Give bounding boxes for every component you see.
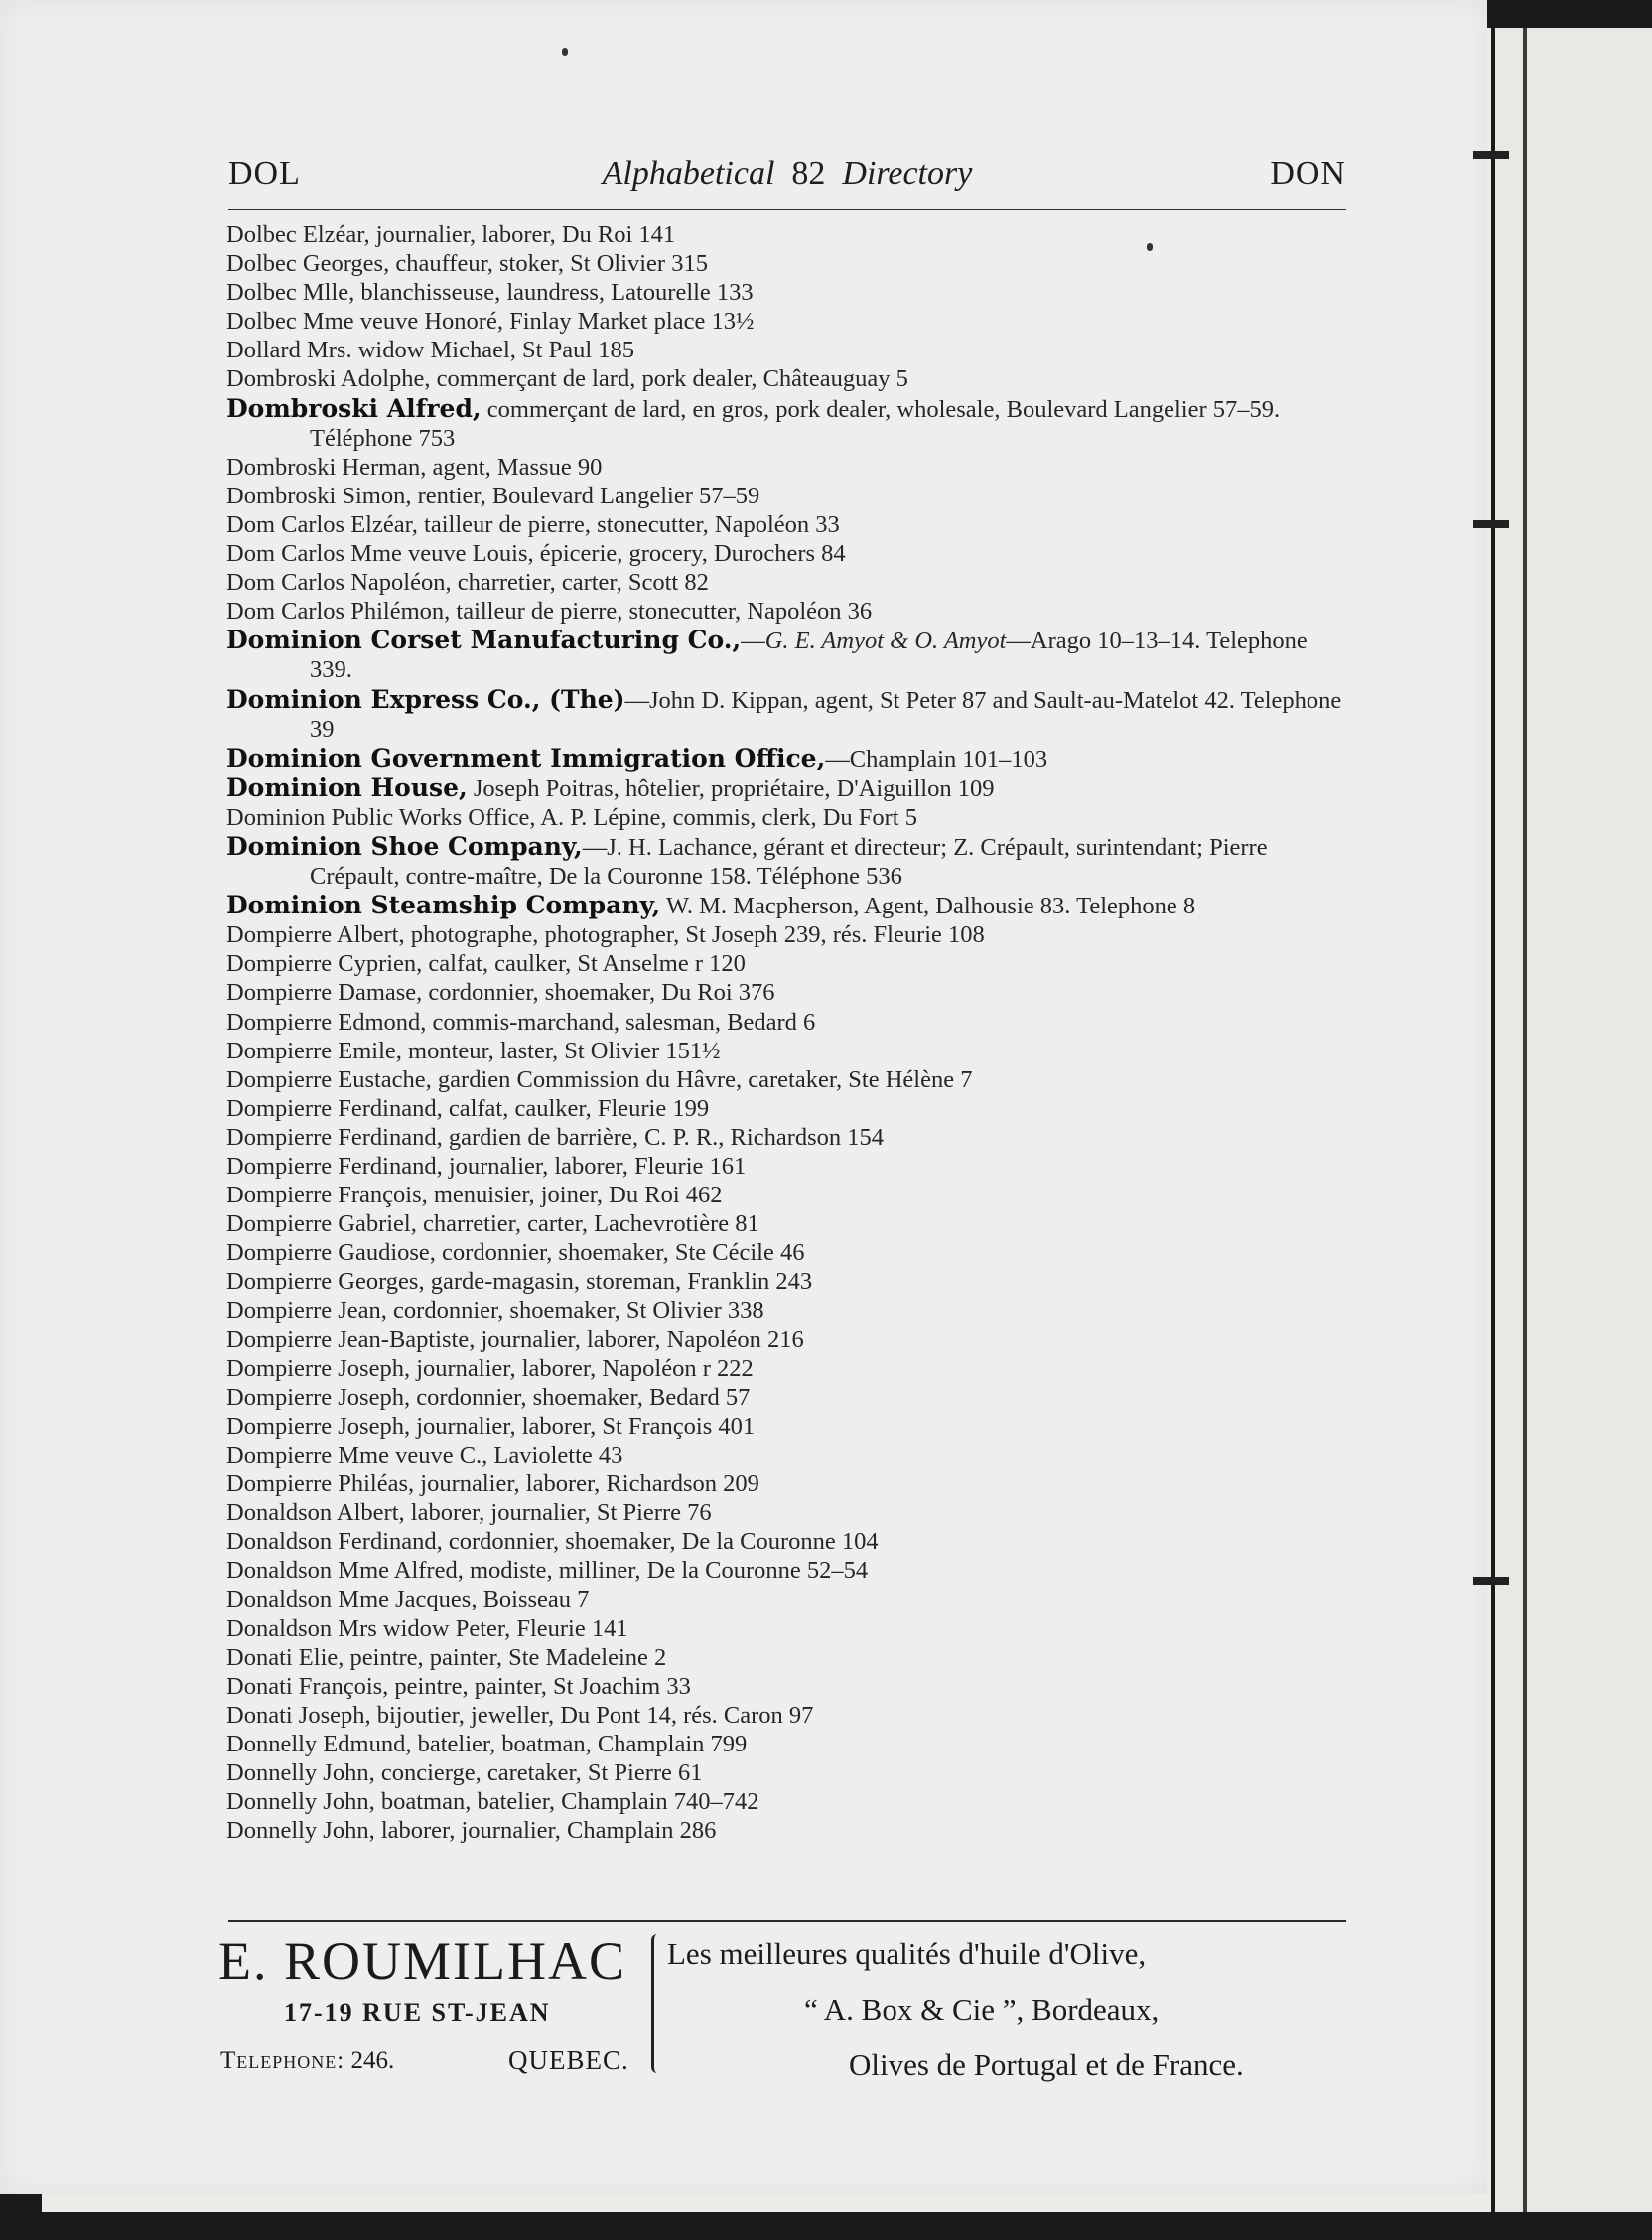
page-number: 82	[791, 155, 826, 192]
entry-text: Dombroski Herman, agent, Massue 90	[226, 453, 603, 481]
directory-entry	[226, 1037, 1348, 1065]
entry-text: Dompierre François, menuisier, joiner, Du Roi 462	[226, 1182, 723, 1209]
entry-text: Dom Carlos Philémon, tailleur de pierre, stonecutter, Napoléon 36	[226, 598, 873, 626]
entry-text: Dompierre Edmond, commis-marchand, salesman, Bedard 6	[226, 1008, 816, 1036]
entry-text: Dompierre Damase, cordonnier, shoemaker, Du Roi 376	[226, 979, 775, 1007]
entry-text: Dom Carlos Elzéar, tailleur de pierre, stonecutter, Napoléon 33	[226, 510, 840, 538]
entry-text: Dompierre Joseph, cordonnier, shoemaker, Bedard 57	[226, 1383, 751, 1411]
directory-entry	[226, 1123, 1348, 1152]
directory-entry	[226, 1643, 1348, 1672]
ad-telephone-label: Telephone:	[220, 2047, 345, 2074]
entry-text: Donati François, peintre, painter, St Joachim 33	[226, 1672, 691, 1700]
directory-entry	[226, 1730, 1348, 1758]
entry-text: Dollard Mrs. widow Michael, St Paul 185	[226, 337, 635, 364]
directory-entry	[226, 249, 1348, 278]
binding-mark	[1473, 520, 1509, 528]
directory-entry	[226, 685, 1348, 744]
binding-mark	[1473, 1577, 1509, 1585]
entry-business-name: Dominion Government Immigration Office,	[226, 743, 826, 772]
directory-entry	[226, 1296, 1348, 1325]
directory-entry	[226, 453, 1348, 482]
ad-text-line: “ A. Box & Cie ”, Bordeaux,	[804, 1992, 1160, 2027]
ad-telephone	[220, 2047, 394, 2075]
directory-entry	[226, 1787, 1348, 1816]
ad-text-line: Olives de Portugal et de France.	[849, 2047, 1244, 2082]
directory-entry	[226, 891, 1348, 920]
entry-text: Dompierre Ferdinand, gardien de barrière, C. P. R., Richardson 154	[226, 1123, 885, 1151]
entry-text: Donaldson Ferdinand, cordonnier, shoemaker, De la Couronne 104	[226, 1528, 879, 1556]
directory-entry	[226, 1672, 1348, 1701]
advertisement	[218, 1930, 1350, 2089]
ad-text-line: Les meilleures qualités d'huile d'Olive,	[667, 1936, 1147, 1971]
directory-entry	[226, 1152, 1348, 1181]
entry-text: commerçant de lard, en gros, pork dealer, wholesale, Boulevard Langelier 57–59. Téléphone 753	[310, 395, 1281, 452]
directory-entry	[226, 1441, 1348, 1470]
directory-entry	[226, 597, 1348, 626]
page-fold	[1523, 28, 1527, 2212]
entry-text: Donnelly Edmund, batelier, boatman, Champlain 799	[226, 1730, 748, 1757]
directory-entry	[226, 1238, 1348, 1267]
directory-entry	[226, 568, 1348, 597]
entry-text: Dompierre Ferdinand, journalier, laborer, Fleurie 161	[226, 1153, 747, 1180]
directory-entry	[226, 744, 1348, 773]
entry-italic-text: G. E. Amyot & O. Amyot	[764, 628, 1007, 655]
entry-text: Dompierre Ferdinand, calfat, caulker, Fleurie 199	[226, 1094, 710, 1122]
adjacent-page-edge	[1495, 28, 1652, 2212]
directory-entry	[226, 1527, 1348, 1556]
directory-entry	[226, 773, 1348, 803]
directory-entry	[226, 626, 1348, 684]
entry-text: Donnelly John, boatman, batelier, Champlain 740–742	[226, 1788, 759, 1816]
directory-entry	[226, 220, 1348, 249]
ad-city: QUEBEC.	[508, 2045, 629, 2075]
directory-entry	[226, 1498, 1348, 1527]
entry-text: Dompierre Albert, photographe, photographer, St Joseph 239, rés. Fleurie 108	[226, 921, 985, 949]
entry-text: Donaldson Albert, laborer, journalier, St Pierre 76	[226, 1499, 712, 1527]
entry-business-name: Dominion Shoe Company,	[226, 831, 583, 861]
entry-text: Dompierre Jean-Baptiste, journalier, laborer, Napoléon 216	[226, 1326, 804, 1353]
directory-entry	[226, 307, 1348, 336]
entry-text: —Arago 10–13–14. Telephone 339.	[310, 628, 1308, 684]
directory-entry	[226, 510, 1348, 539]
entry-text: Dolbec Elzéar, journalier, laborer, Du Roi 141	[226, 221, 676, 248]
directory-entry	[226, 1008, 1348, 1037]
entry-text: Dompierre Eustache, gardien Commission du Hâvre, caretaker, Ste Hélène 7	[226, 1065, 973, 1093]
directory-entry	[226, 1383, 1348, 1412]
entry-text: Donaldson Mme Alfred, modiste, milliner, De la Couronne 52–54	[226, 1557, 869, 1585]
header-title-word: Directory	[842, 155, 973, 192]
directory-entry	[226, 1209, 1348, 1238]
directory-entry	[226, 482, 1348, 510]
directory-entry	[226, 1094, 1348, 1123]
directory-entry	[226, 803, 1348, 832]
entry-text: —Champlain 101–103	[825, 745, 1048, 772]
entry-text: Dom Carlos Mme veuve Louis, épicerie, grocery, Durochers 84	[226, 540, 846, 568]
entry-text: —	[741, 628, 765, 655]
directory-entry	[226, 1412, 1348, 1441]
directory-entry	[226, 1758, 1348, 1787]
header-rule	[228, 209, 1346, 210]
header-title-word: Alphabetical	[602, 155, 775, 192]
entry-text: Dompierre Georges, garde-magasin, storeman, Franklin 243	[226, 1268, 813, 1296]
directory-entry	[226, 1816, 1348, 1845]
ad-brace	[651, 1934, 666, 2073]
entry-text: Dompierre Joseph, journalier, laborer, St François 401	[226, 1412, 756, 1440]
entry-text: Joseph Poitras, hôtelier, propriétaire, D'Aiguillon 109	[467, 774, 995, 802]
entry-text: Dompierre Emile, monteur, laster, St Olivier 151½	[226, 1037, 721, 1064]
directory-entry	[226, 1614, 1348, 1643]
directory-entry	[226, 920, 1348, 949]
directory-entry	[226, 1326, 1348, 1354]
entry-text: Donnelly John, concierge, caretaker, St Pierre 61	[226, 1758, 703, 1786]
directory-entry	[226, 1701, 1348, 1730]
directory-entry	[226, 278, 1348, 307]
ad-business-name: E. ROUMILHAC	[218, 1931, 626, 1991]
entry-text: Donnelly John, laborer, journalier, Champlain 286	[226, 1817, 717, 1845]
entry-text: Dominion Public Works Office, A. P. Lépine, commis, clerk, Du Fort 5	[226, 803, 917, 831]
entry-text: —J. H. Lachance, gérant et directeur; Z. Crépault, surintendant; Pierre Crépault, contre-maître, De la Couronne 158. Téléphone 536	[310, 833, 1268, 891]
entry-text: Dompierre Joseph, journalier, laborer, Napoléon r 222	[226, 1354, 754, 1382]
directory-entry	[226, 394, 1348, 453]
ink-speck	[562, 48, 568, 56]
entry-text: W. M. Macpherson, Agent, Dalhousie 83. Telephone 8	[660, 893, 1196, 920]
directory-entry	[226, 832, 1348, 891]
entry-text: Dompierre Gabriel, charretier, carter, Lachevrotière 81	[226, 1210, 759, 1238]
directory-entry	[226, 336, 1348, 364]
directory-entry	[226, 1065, 1348, 1094]
directory-entry	[226, 1354, 1348, 1383]
directory-entry	[226, 1470, 1348, 1498]
entry-text: —John D. Kippan, agent, St Peter 87 and Sault-au-Matelot 42. Telephone 39	[310, 686, 1342, 743]
entry-business-name: Dominion House,	[226, 772, 468, 802]
entry-text: Dombroski Simon, rentier, Boulevard Langelier 57–59	[226, 482, 760, 509]
entry-business-name: Dominion Steamship Company,	[226, 891, 661, 920]
entry-text: Dompierre Mme veuve C., Laviolette 43	[226, 1441, 623, 1469]
directory-entry	[226, 1585, 1348, 1613]
running-header	[228, 155, 1346, 201]
entry-business-name: Dombroski Alfred,	[226, 393, 482, 423]
entry-text: Dompierre Cyprien, calfat, caulker, St Anselme r 120	[226, 950, 746, 978]
entry-text: Donaldson Mme Jacques, Boisseau 7	[226, 1586, 590, 1613]
ad-address: 17-19 RUE ST-JEAN	[284, 1998, 551, 2027]
directory-listing	[226, 220, 1348, 1845]
footer-rule	[228, 1920, 1346, 1922]
entry-text: Dompierre Gaudiose, cordonnier, shoemaker, Ste Cécile 46	[226, 1239, 805, 1267]
entry-business-name: Dominion Corset Manufacturing Co.,	[226, 626, 742, 655]
directory-entry	[226, 1556, 1348, 1585]
entry-text: Donaldson Mrs widow Peter, Fleurie 141	[226, 1614, 628, 1642]
entry-text: Dombroski Adolphe, commerçant de lard, pork dealer, Châteauguay 5	[226, 365, 908, 393]
entry-text: Dom Carlos Napoléon, charretier, carter, Scott 82	[226, 569, 709, 597]
binding-mark	[1473, 151, 1509, 159]
entry-text: Dolbec Georges, chauffeur, stoker, St Olivier 315	[226, 250, 708, 278]
directory-entry	[226, 1267, 1348, 1296]
ad-telephone-number: 246.	[350, 2047, 395, 2074]
header-title	[228, 155, 1346, 193]
directory-entry	[226, 364, 1348, 393]
directory-entry	[226, 1181, 1348, 1209]
entry-text: Donati Joseph, bijoutier, jeweller, Du Pont 14, rés. Caron 97	[226, 1701, 814, 1729]
directory-entry	[226, 539, 1348, 568]
entry-text: Dompierre Philéas, journalier, laborer, Richardson 209	[226, 1470, 759, 1498]
entry-text: Dompierre Jean, cordonnier, shoemaker, St Olivier 338	[226, 1297, 764, 1325]
entry-text: Dolbec Mlle, blanchisseuse, laundress, Latourelle 133	[226, 279, 754, 307]
header-left-guide-word: DOL	[228, 155, 301, 192]
header-right-guide-word: DON	[1270, 155, 1346, 192]
directory-entry	[226, 949, 1348, 978]
entry-text: Dolbec Mme veuve Honoré, Finlay Market place 13½	[226, 308, 755, 336]
entry-business-name: Dominion Express Co., (The)	[226, 684, 625, 714]
directory-entry	[226, 978, 1348, 1007]
entry-text: Donati Elie, peintre, painter, Ste Madeleine 2	[226, 1643, 667, 1671]
